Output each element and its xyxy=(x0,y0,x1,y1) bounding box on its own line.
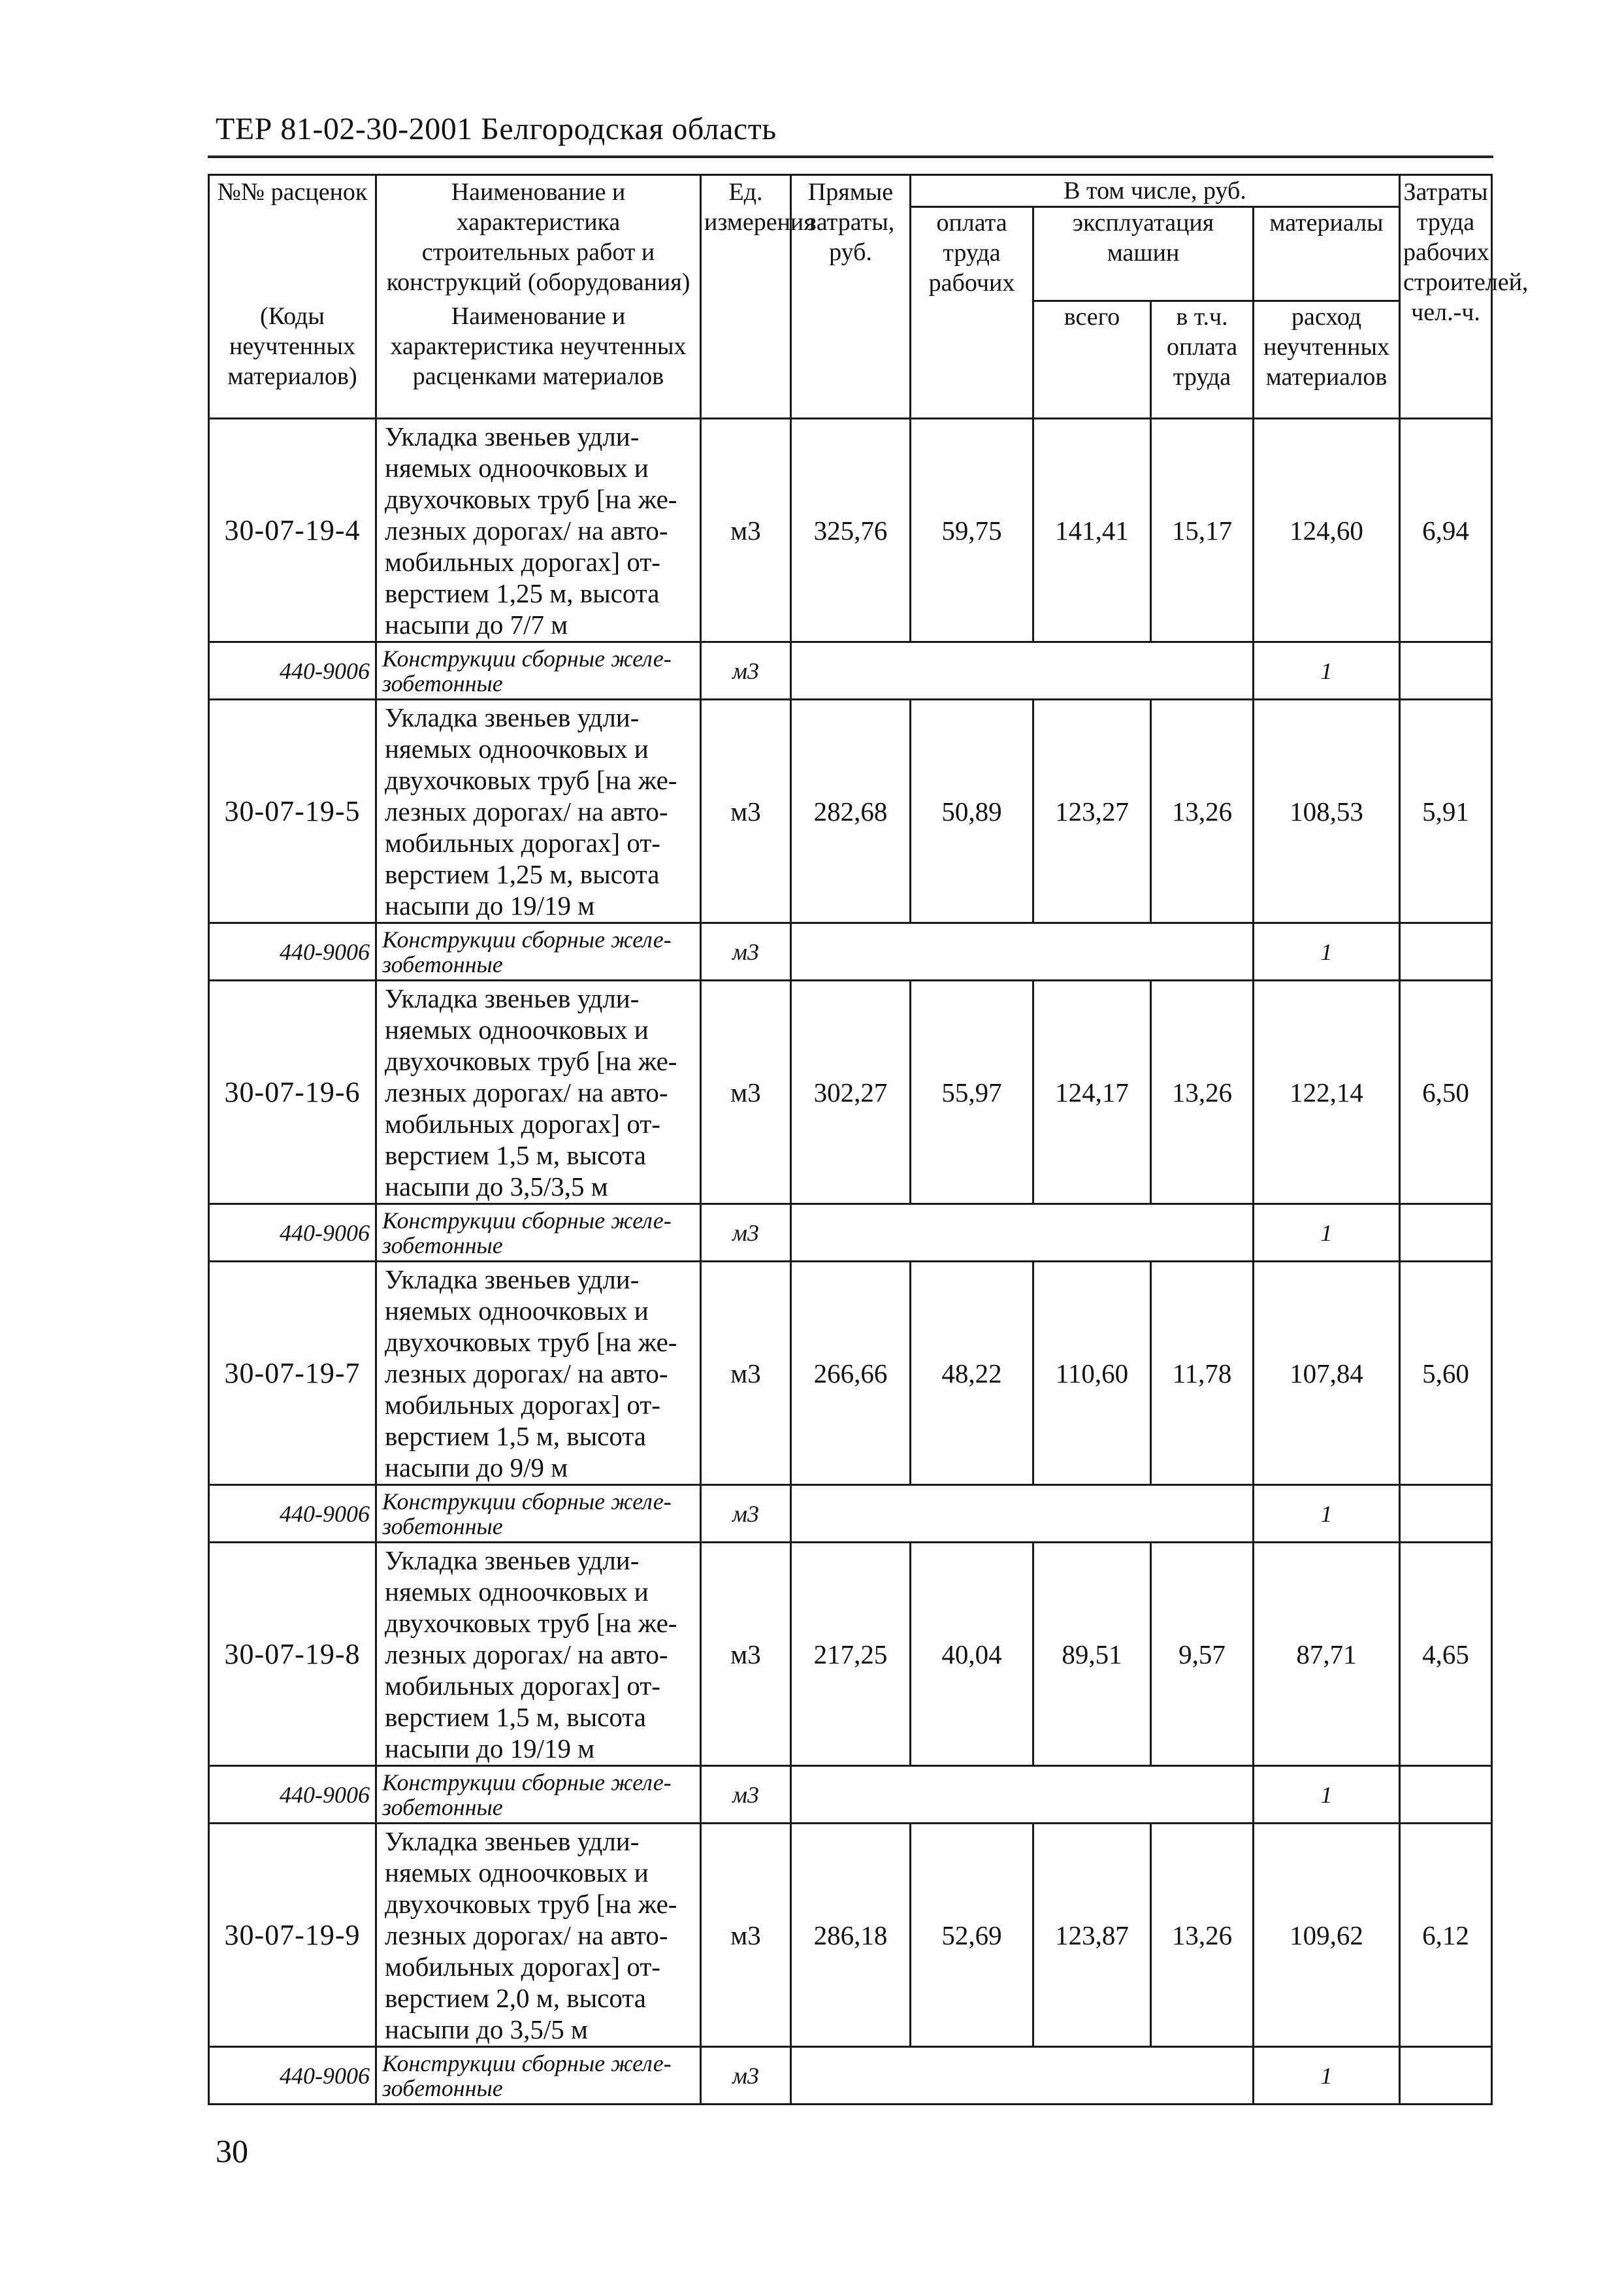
rate-description-line: Укладка звеньев удли- xyxy=(385,1545,640,1575)
rate-machines-wages: 13,26 xyxy=(1151,700,1254,923)
rate-description-line: мобильных дорогах] от- xyxy=(385,1670,660,1701)
rate-wages: 40,04 xyxy=(911,1543,1033,1766)
rate-description-line: насыпи до 7/7 м xyxy=(385,609,568,640)
rate-direct-costs: 282,68 xyxy=(791,700,911,923)
rate-description-line: двухочковых труб [на же- xyxy=(385,1888,677,1919)
material-code: 440-9006 xyxy=(209,923,376,981)
rate-code: 30-07-19-7 xyxy=(209,1262,376,1485)
header-direct-costs: Прямые затраты, руб. xyxy=(791,175,911,419)
rate-labor: 4,65 xyxy=(1400,1543,1492,1766)
rate-description-line: няемых одноочковых и xyxy=(385,1295,649,1326)
rate-row xyxy=(209,1262,1492,1485)
header-materials: материалы xyxy=(1254,207,1400,301)
material-description-line: Конструкции сборные желе- xyxy=(382,1488,672,1515)
header-name-top: Наименование и характеристика строительных работ и конструкций (оборудования) xyxy=(376,175,701,301)
rate-description-line: мобильных дорогах] от- xyxy=(385,827,660,858)
rate-direct-costs: 286,18 xyxy=(791,1824,911,2047)
material-empty-cell xyxy=(791,923,1254,981)
rate-row xyxy=(209,1543,1492,1766)
rate-description-line: лезных дорогах/ на авто- xyxy=(385,1358,668,1388)
material-quantity: 1 xyxy=(1254,1485,1400,1543)
material-labor-empty xyxy=(1400,1766,1492,1824)
header-machines-total: всего xyxy=(1033,301,1151,419)
rate-machines-total: 89,51 xyxy=(1033,1543,1151,1766)
rate-description-line: мобильных дорогах] от- xyxy=(385,1389,660,1420)
material-description xyxy=(376,2047,701,2105)
rates-table xyxy=(208,174,1529,2105)
rate-description-line: мобильных дорогах] от- xyxy=(385,1951,660,1982)
rate-description-line: лезных дорогах/ на авто- xyxy=(385,1920,668,1950)
material-description-line: зобетонные xyxy=(382,1794,503,1820)
rate-description-line: Укладка звеньев удли- xyxy=(385,1264,640,1294)
header-wages: оплата труда рабочих xyxy=(911,207,1033,419)
rate-row xyxy=(209,419,1492,642)
header-unit: Ед. измерения xyxy=(701,175,791,419)
material-row xyxy=(209,1485,1492,1543)
material-labor-empty xyxy=(1400,1204,1492,1262)
material-quantity: 1 xyxy=(1254,2047,1400,2105)
rate-description-line: насыпи до 3,5/3,5 м xyxy=(385,1171,608,1202)
material-quantity: 1 xyxy=(1254,1204,1400,1262)
material-description-line: Конструкции сборные желе- xyxy=(382,926,672,953)
material-unit: м3 xyxy=(701,1766,791,1824)
rate-labor: 6,94 xyxy=(1400,419,1492,642)
material-description xyxy=(376,1485,701,1543)
material-code: 440-9006 xyxy=(209,2047,376,2105)
material-row xyxy=(209,923,1492,981)
rate-description-line: верстием 1,25 м, высота xyxy=(385,578,660,608)
rate-unit: м3 xyxy=(701,700,791,923)
rate-description-line: двухочковых труб [на же- xyxy=(385,483,677,514)
rate-direct-costs: 325,76 xyxy=(791,419,911,642)
rate-description-line: верстием 2,0 м, высота xyxy=(385,1982,646,2013)
rate-materials: 122,14 xyxy=(1254,981,1400,1204)
rate-description-line: няемых одноочковых и xyxy=(385,1014,649,1045)
material-description-line: Конструкции сборные желе- xyxy=(382,1207,672,1234)
rate-description-line: лезных дорогах/ на авто- xyxy=(385,515,668,546)
material-code: 440-9006 xyxy=(209,1204,376,1262)
rate-description xyxy=(376,1543,701,1766)
header-labor: Затраты труда рабочих строителей, чел.-ч. xyxy=(1400,175,1492,419)
rate-materials: 108,53 xyxy=(1254,700,1400,923)
material-row xyxy=(209,1766,1492,1824)
material-description xyxy=(376,642,701,700)
rate-machines-wages: 11,78 xyxy=(1151,1262,1254,1485)
material-code: 440-9006 xyxy=(209,1485,376,1543)
rate-unit: м3 xyxy=(701,981,791,1204)
rate-description-line: верстием 1,5 м, высота xyxy=(385,1139,646,1170)
rate-description-line: двухочковых труб [на же- xyxy=(385,1326,677,1357)
rate-row xyxy=(209,981,1492,1204)
rate-unit: м3 xyxy=(701,419,791,642)
material-empty-cell xyxy=(791,1485,1254,1543)
rate-wages: 48,22 xyxy=(911,1262,1033,1485)
rate-unit: м3 xyxy=(701,1543,791,1766)
material-unit: м3 xyxy=(701,1485,791,1543)
rate-description-line: лезных дорогах/ на авто- xyxy=(385,1639,668,1669)
rate-description-line: Укладка звеньев удли- xyxy=(385,702,640,732)
header-machines: эксплуатация машин xyxy=(1033,207,1254,301)
material-quantity: 1 xyxy=(1254,1766,1400,1824)
rate-labor: 5,91 xyxy=(1400,700,1492,923)
rate-machines-total: 123,87 xyxy=(1033,1824,1151,2047)
material-row xyxy=(209,642,1492,700)
rate-machines-wages: 13,26 xyxy=(1151,981,1254,1204)
rate-machines-wages: 15,17 xyxy=(1151,419,1254,642)
material-unit: м3 xyxy=(701,1204,791,1262)
rate-description-line: верстием 1,5 м, высота xyxy=(385,1420,646,1451)
rate-description-line: верстием 1,5 м, высота xyxy=(385,1701,646,1732)
rate-code: 30-07-19-8 xyxy=(209,1543,376,1766)
material-labor-empty xyxy=(1400,2047,1492,2105)
material-row xyxy=(209,2047,1492,2105)
material-unit: м3 xyxy=(701,923,791,981)
rate-description xyxy=(376,700,701,923)
material-description xyxy=(376,1204,701,1262)
rate-description xyxy=(376,1824,701,2047)
rate-wages: 55,97 xyxy=(911,981,1033,1204)
material-quantity: 1 xyxy=(1254,923,1400,981)
rate-machines-total: 123,27 xyxy=(1033,700,1151,923)
rate-labor: 5,60 xyxy=(1400,1262,1492,1485)
rate-description-line: мобильных дорогах] от- xyxy=(385,546,660,577)
material-labor-empty xyxy=(1400,1485,1492,1543)
material-description-line: Конструкции сборные желе- xyxy=(382,2050,672,2076)
material-empty-cell xyxy=(791,1766,1254,1824)
rate-unit: м3 xyxy=(701,1824,791,2047)
material-code: 440-9006 xyxy=(209,642,376,700)
rate-wages: 52,69 xyxy=(911,1824,1033,2047)
rate-row xyxy=(209,700,1492,923)
rate-labor: 6,50 xyxy=(1400,981,1492,1204)
material-empty-cell xyxy=(791,2047,1254,2105)
material-empty-cell xyxy=(791,1204,1254,1262)
rate-direct-costs: 217,25 xyxy=(791,1543,911,1766)
rate-description xyxy=(376,1262,701,1485)
header-divider xyxy=(208,156,1493,158)
rate-direct-costs: 266,66 xyxy=(791,1262,911,1485)
rate-machines-total: 141,41 xyxy=(1033,419,1151,642)
rate-description-line: Укладка звеньев удли- xyxy=(385,1826,640,1856)
rate-description-line: двухочковых труб [на же- xyxy=(385,1045,677,1076)
page-number: 30 xyxy=(216,2133,248,2169)
rate-code: 30-07-19-6 xyxy=(209,981,376,1204)
page-header-title: ТЕР 81-02-30-2001 Белгородская область xyxy=(216,112,777,146)
rate-materials: 124,60 xyxy=(1254,419,1400,642)
rate-code: 30-07-19-5 xyxy=(209,700,376,923)
rate-description-line: няемых одноочковых и xyxy=(385,1857,649,1888)
material-quantity: 1 xyxy=(1254,642,1400,700)
material-description-line: Конструкции сборные желе- xyxy=(382,1769,672,1795)
material-empty-cell xyxy=(791,642,1254,700)
material-labor-empty xyxy=(1400,642,1492,700)
rate-description xyxy=(376,981,701,1204)
material-row xyxy=(209,1204,1492,1262)
rate-description-line: Укладка звеньев удли- xyxy=(385,421,640,451)
rate-description-line: лезных дорогах/ на авто- xyxy=(385,1077,668,1107)
material-description-line: зобетонные xyxy=(382,2074,503,2101)
material-description-line: зобетонные xyxy=(382,1513,503,1539)
rate-machines-wages: 9,57 xyxy=(1151,1543,1254,1766)
header-code-bottom: (Коды неучтенных материалов) xyxy=(209,301,376,419)
rate-description-line: Укладка звеньев удли- xyxy=(385,983,640,1013)
rate-description-line: мобильных дорогах] от- xyxy=(385,1108,660,1139)
material-description-line: зобетонные xyxy=(382,951,503,977)
header-including: В том числе, руб. xyxy=(911,175,1400,207)
material-description-line: зобетонные xyxy=(382,1232,503,1258)
header-code-top: №№ расценок xyxy=(209,175,376,301)
header-name-bottom: Наименование и характеристика неучтенных расценками материалов xyxy=(376,301,701,419)
rate-description-line: лезных дорогах/ на авто- xyxy=(385,796,668,827)
rate-direct-costs: 302,27 xyxy=(791,981,911,1204)
rate-description-line: няемых одноочковых и xyxy=(385,452,649,483)
rate-description-line: няемых одноочковых и xyxy=(385,733,649,764)
material-description-line: Конструкции сборные желе- xyxy=(382,645,672,672)
rate-description-line: двухочковых труб [на же- xyxy=(385,764,677,795)
rate-machines-total: 110,60 xyxy=(1033,1262,1151,1485)
rate-description xyxy=(376,419,701,642)
material-unit: м3 xyxy=(701,2047,791,2105)
rate-description-line: няемых одноочковых и xyxy=(385,1576,649,1607)
material-unit: м3 xyxy=(701,642,791,700)
rate-materials: 107,84 xyxy=(1254,1262,1400,1485)
rate-description-line: насыпи до 9/9 м xyxy=(385,1452,568,1483)
rate-unit: м3 xyxy=(701,1262,791,1485)
material-code: 440-9006 xyxy=(209,1766,376,1824)
rate-description-line: насыпи до 3,5/5 м xyxy=(385,2014,588,2044)
header-materials-unaccounted: расход неучтенных материалов xyxy=(1254,301,1400,419)
rate-code: 30-07-19-9 xyxy=(209,1824,376,2047)
rate-row xyxy=(209,1824,1492,2047)
rate-description-line: насыпи до 19/19 м xyxy=(385,890,595,921)
material-description-line: зобетонные xyxy=(382,670,503,696)
material-description xyxy=(376,923,701,981)
rate-labor: 6,12 xyxy=(1400,1824,1492,2047)
rate-description-line: верстием 1,25 м, высота xyxy=(385,859,660,889)
rate-machines-total: 124,17 xyxy=(1033,981,1151,1204)
rate-description-line: двухочковых труб [на же- xyxy=(385,1607,677,1638)
rate-description-line: насыпи до 19/19 м xyxy=(385,1733,595,1763)
material-labor-empty xyxy=(1400,923,1492,981)
rate-machines-wages: 13,26 xyxy=(1151,1824,1254,2047)
material-description xyxy=(376,1766,701,1824)
rate-materials: 109,62 xyxy=(1254,1824,1400,2047)
rate-code: 30-07-19-4 xyxy=(209,419,376,642)
rate-materials: 87,71 xyxy=(1254,1543,1400,1766)
rate-wages: 50,89 xyxy=(911,700,1033,923)
rate-wages: 59,75 xyxy=(911,419,1033,642)
header-machines-wages: в т.ч. оплата труда xyxy=(1151,301,1254,419)
